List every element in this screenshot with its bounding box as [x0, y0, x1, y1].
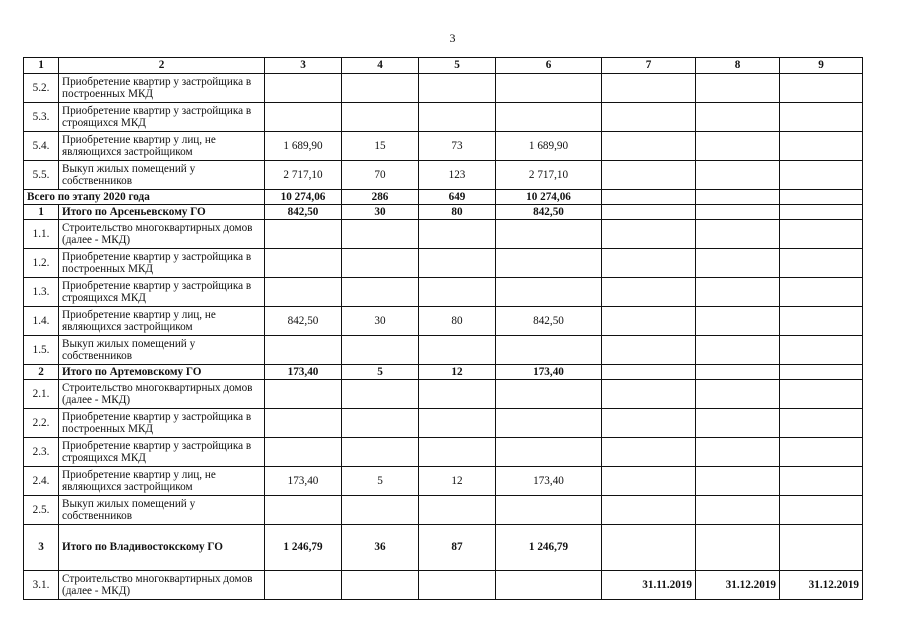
cell-value: 173,40	[496, 467, 602, 496]
table-row	[24, 74, 863, 103]
table-row	[24, 496, 863, 525]
column-header-8: 8	[696, 58, 780, 74]
row-description: Приобретение квартир у застройщика в построенных МКД	[59, 409, 265, 438]
cell-value	[265, 74, 342, 103]
column-header-5: 5	[419, 58, 496, 74]
row-description: Выкуп жилых помещений у собственников	[59, 161, 265, 190]
row-number: 5.4.	[24, 132, 59, 161]
row-number: 1.5.	[24, 336, 59, 365]
row-number: 5.5.	[24, 161, 59, 190]
cell-value	[265, 438, 342, 467]
row-number: 1	[24, 205, 59, 220]
cell-value: 1 689,90	[496, 132, 602, 161]
row-description: Приобретение квартир у застройщика в строящихся МКД	[59, 103, 265, 132]
cell-date	[780, 438, 863, 467]
table-row	[24, 278, 863, 307]
cell-date	[696, 278, 780, 307]
cell-date	[780, 409, 863, 438]
cell-value	[419, 220, 496, 249]
cell-date	[696, 132, 780, 161]
cell-value	[419, 249, 496, 278]
row-number: 1.2.	[24, 249, 59, 278]
cell-date	[780, 307, 863, 336]
data-table	[23, 57, 863, 600]
table-row	[24, 307, 863, 336]
cell-date	[780, 103, 863, 132]
column-header-4: 4	[342, 58, 419, 74]
cell-value	[265, 496, 342, 525]
cell-value: 15	[342, 132, 419, 161]
row-number: 2	[24, 365, 59, 380]
row-number: 2.2.	[24, 409, 59, 438]
cell-value	[419, 496, 496, 525]
cell-date	[780, 365, 863, 380]
row-number: 2.4.	[24, 467, 59, 496]
cell-date	[696, 249, 780, 278]
cell-value	[265, 220, 342, 249]
cell-value: 70	[342, 161, 419, 190]
cell-value	[265, 103, 342, 132]
cell-value: 173,40	[265, 365, 342, 380]
cell-value	[419, 409, 496, 438]
row-description: Итого по Артемовскому ГО	[59, 365, 265, 380]
cell-date	[602, 438, 696, 467]
page-number: 3	[449, 31, 456, 45]
cell-value	[419, 278, 496, 307]
cell-date	[780, 496, 863, 525]
cell-value	[342, 496, 419, 525]
cell-value	[496, 74, 602, 103]
cell-date	[602, 496, 696, 525]
row-description: Приобретение квартир у лиц, не являющихся застройщиком	[59, 467, 265, 496]
cell-value	[342, 571, 419, 600]
cell-date	[696, 220, 780, 249]
column-header-1: 1	[24, 58, 59, 74]
cell-value	[342, 380, 419, 409]
cell-value	[496, 103, 602, 132]
cell-date	[696, 496, 780, 525]
cell-value: 1 246,79	[496, 525, 602, 571]
cell-value: 2 717,10	[496, 161, 602, 190]
cell-date	[780, 132, 863, 161]
cell-value: 5	[342, 467, 419, 496]
cell-date	[696, 205, 780, 220]
table-row	[24, 249, 863, 278]
cell-value: 30	[342, 307, 419, 336]
row-title: Всего по этапу 2020 года	[24, 190, 265, 205]
cell-value: 842,50	[265, 307, 342, 336]
cell-value: 123	[419, 161, 496, 190]
table-row	[24, 467, 863, 496]
cell-value: 173,40	[265, 467, 342, 496]
cell-date	[780, 467, 863, 496]
table-row	[24, 525, 863, 571]
cell-date	[602, 336, 696, 365]
cell-value	[342, 103, 419, 132]
cell-value	[496, 409, 602, 438]
table-row	[24, 571, 863, 600]
cell-value: 10 274,06	[265, 190, 342, 205]
row-description: Итого по Владивостокскому ГО	[59, 525, 265, 571]
cell-value	[419, 571, 496, 600]
table-row	[24, 336, 863, 365]
cell-date	[696, 161, 780, 190]
column-header-6: 6	[496, 58, 602, 74]
cell-value	[342, 249, 419, 278]
column-header-9: 9	[780, 58, 863, 74]
cell-value	[265, 571, 342, 600]
row-number: 1.4.	[24, 307, 59, 336]
cell-date	[602, 307, 696, 336]
cell-value: 30	[342, 205, 419, 220]
cell-value	[265, 409, 342, 438]
cell-value: 842,50	[265, 205, 342, 220]
cell-value	[496, 438, 602, 467]
cell-date	[696, 438, 780, 467]
cell-date	[780, 161, 863, 190]
table-row	[24, 409, 863, 438]
cell-value	[496, 496, 602, 525]
cell-value: 286	[342, 190, 419, 205]
cell-value: 80	[419, 307, 496, 336]
table-row	[24, 438, 863, 467]
table-body	[24, 58, 863, 600]
cell-value: 842,50	[496, 307, 602, 336]
cell-value	[496, 571, 602, 600]
cell-date	[696, 380, 780, 409]
cell-date	[602, 103, 696, 132]
cell-date	[602, 190, 696, 205]
cell-value: 1 689,90	[265, 132, 342, 161]
cell-value	[419, 74, 496, 103]
table-row	[24, 103, 863, 132]
row-number: 2.3.	[24, 438, 59, 467]
cell-value	[265, 278, 342, 307]
table-row	[24, 220, 863, 249]
cell-value	[496, 220, 602, 249]
table-row	[24, 132, 863, 161]
cell-value: 842,50	[496, 205, 602, 220]
row-description: Приобретение квартир у застройщика в построенных МКД	[59, 249, 265, 278]
cell-date: 31.11.2019	[602, 571, 696, 600]
cell-date	[696, 336, 780, 365]
cell-value: 12	[419, 365, 496, 380]
cell-value	[496, 380, 602, 409]
table-row	[24, 190, 863, 205]
row-description: Строительство многоквартирных домов (далее - МКД)	[59, 380, 265, 409]
cell-date	[602, 132, 696, 161]
row-description: Приобретение квартир у застройщика в строящихся МКД	[59, 438, 265, 467]
cell-date	[696, 74, 780, 103]
cell-value: 80	[419, 205, 496, 220]
cell-date	[696, 365, 780, 380]
cell-value	[342, 74, 419, 103]
row-number: 1.3.	[24, 278, 59, 307]
row-description: Приобретение квартир у застройщика в строящихся МКД	[59, 278, 265, 307]
row-description: Строительство многоквартирных домов (далее - МКД)	[59, 571, 265, 600]
row-description: Выкуп жилых помещений у собственников	[59, 336, 265, 365]
row-number: 5.2.	[24, 74, 59, 103]
column-header-7: 7	[602, 58, 696, 74]
cell-date	[696, 525, 780, 571]
cell-date	[602, 409, 696, 438]
table-row	[24, 205, 863, 220]
cell-date: 31.12.2019	[780, 571, 863, 600]
cell-value	[496, 336, 602, 365]
cell-date	[780, 190, 863, 205]
row-description: Итого по Арсеньевскому ГО	[59, 205, 265, 220]
cell-value	[419, 380, 496, 409]
table-row	[24, 380, 863, 409]
cell-value	[496, 278, 602, 307]
row-number: 2.5.	[24, 496, 59, 525]
cell-value	[265, 380, 342, 409]
table-row	[24, 365, 863, 380]
cell-date	[780, 336, 863, 365]
cell-date	[602, 249, 696, 278]
cell-date	[602, 467, 696, 496]
cell-date	[696, 190, 780, 205]
cell-date	[696, 467, 780, 496]
cell-value: 2 717,10	[265, 161, 342, 190]
row-description: Приобретение квартир у лиц, не являющихся застройщиком	[59, 132, 265, 161]
row-description: Строительство многоквартирных домов (далее - МКД)	[59, 220, 265, 249]
cell-date	[780, 205, 863, 220]
table-header-row	[24, 58, 863, 74]
row-number: 2.1.	[24, 380, 59, 409]
cell-date	[602, 365, 696, 380]
column-header-3: 3	[265, 58, 342, 74]
cell-date	[602, 525, 696, 571]
row-description: Приобретение квартир у лиц, не являющихся застройщиком	[59, 307, 265, 336]
row-number: 3	[24, 525, 59, 571]
cell-date	[602, 380, 696, 409]
cell-value: 87	[419, 525, 496, 571]
cell-date	[780, 74, 863, 103]
cell-date	[602, 161, 696, 190]
cell-date	[696, 409, 780, 438]
cell-value	[419, 336, 496, 365]
cell-date	[696, 103, 780, 132]
cell-value: 36	[342, 525, 419, 571]
cell-value: 1 246,79	[265, 525, 342, 571]
row-number: 1.1.	[24, 220, 59, 249]
cell-value	[496, 249, 602, 278]
cell-value	[265, 249, 342, 278]
cell-date: 31.12.2019	[696, 571, 780, 600]
cell-value	[265, 336, 342, 365]
cell-value	[342, 438, 419, 467]
cell-value	[342, 336, 419, 365]
cell-value: 649	[419, 190, 496, 205]
cell-value	[342, 278, 419, 307]
cell-value	[342, 409, 419, 438]
cell-value: 73	[419, 132, 496, 161]
table-row	[24, 161, 863, 190]
cell-date	[780, 380, 863, 409]
cell-date	[696, 307, 780, 336]
column-header-2: 2	[59, 58, 265, 74]
cell-value	[419, 438, 496, 467]
row-number: 5.3.	[24, 103, 59, 132]
cell-date	[780, 249, 863, 278]
cell-date	[780, 278, 863, 307]
cell-date	[780, 525, 863, 571]
cell-value	[419, 103, 496, 132]
cell-value	[342, 220, 419, 249]
cell-date	[780, 220, 863, 249]
row-description: Выкуп жилых помещений у собственников	[59, 496, 265, 525]
cell-date	[602, 278, 696, 307]
cell-value: 10 274,06	[496, 190, 602, 205]
row-number: 3.1.	[24, 571, 59, 600]
cell-value: 12	[419, 467, 496, 496]
cell-date	[602, 205, 696, 220]
cell-date	[602, 74, 696, 103]
cell-value: 173,40	[496, 365, 602, 380]
cell-date	[602, 220, 696, 249]
cell-value: 5	[342, 365, 419, 380]
row-description: Приобретение квартир у застройщика в построенных МКД	[59, 74, 265, 103]
